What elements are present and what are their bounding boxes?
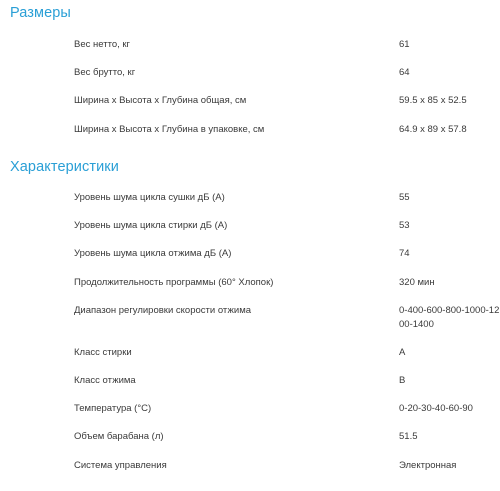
- spec-label: Уровень шума цикла стирки дБ (A): [74, 220, 228, 232]
- spec-label: Уровень шума цикла отжима дБ (A): [74, 248, 232, 260]
- spec-row-dry-noise: [0, 191, 500, 219]
- spec-row-gross-weight: [0, 66, 500, 94]
- spec-row-program-duration: [0, 276, 500, 304]
- spec-value: 0-20-30-40-60-90: [399, 403, 473, 415]
- spec-value: 53: [399, 220, 410, 232]
- spec-label: Ширина x Высота x Глубина общая, см: [74, 95, 247, 107]
- spec-row-net-weight: [0, 38, 500, 66]
- spec-label: Объем барабана (л): [74, 431, 164, 443]
- spec-value: 74: [399, 248, 410, 260]
- spec-value: 320 мин: [399, 276, 435, 288]
- spec-value: B: [399, 374, 406, 386]
- spec-label: Диапазон регулировки скорости отжима: [74, 304, 252, 316]
- spec-value: 64: [399, 67, 410, 79]
- spec-label: Уровень шума цикла сушки дБ (A): [74, 192, 225, 203]
- spec-row-temperature: [0, 402, 500, 430]
- spec-row-overall-dimensions: [0, 94, 500, 122]
- spec-label: Температура (°C): [74, 403, 152, 415]
- section-title-characteristics: Характеристики: [10, 159, 119, 175]
- spec-row-spin-speed-range: [0, 304, 500, 346]
- characteristics-table: [0, 191, 500, 487]
- spec-label: Класс стирки: [74, 346, 132, 358]
- spec-label: Система управления: [74, 459, 167, 471]
- spec-row-wash-noise: [0, 219, 500, 247]
- spec-row-wash-class: [0, 346, 500, 374]
- spec-value: 55: [399, 192, 410, 203]
- spec-value: A: [399, 346, 406, 358]
- spec-value: 59.5 x 85 x 52.5: [399, 95, 467, 107]
- spec-row-drum-volume: [0, 430, 500, 458]
- section-title-dimensions: Размеры: [10, 5, 71, 21]
- spec-label: Ширина x Высота x Глубина в упаковке, см: [74, 123, 265, 135]
- spec-label: Продолжительность программы (60° Хлопок): [74, 276, 274, 288]
- spec-label: Вес брутто, кг: [74, 67, 136, 79]
- spec-row-control-system: [0, 459, 500, 487]
- spec-value: 64.9 x 89 x 57.8: [399, 123, 467, 135]
- dimensions-table: [0, 38, 500, 151]
- spec-value: Электронная: [399, 459, 457, 471]
- spec-row-spin-noise: [0, 247, 500, 275]
- spec-label: Класс отжима: [74, 374, 136, 386]
- spec-value: 61: [399, 39, 410, 50]
- spec-label: Вес нетто, кг: [74, 39, 131, 50]
- spec-row-package-dimensions: [0, 123, 500, 151]
- spec-row-spin-class: [0, 374, 500, 402]
- spec-value: 0-400-600-800-1000-1200-1400: [399, 304, 500, 330]
- spec-value: 51.5: [399, 431, 418, 443]
